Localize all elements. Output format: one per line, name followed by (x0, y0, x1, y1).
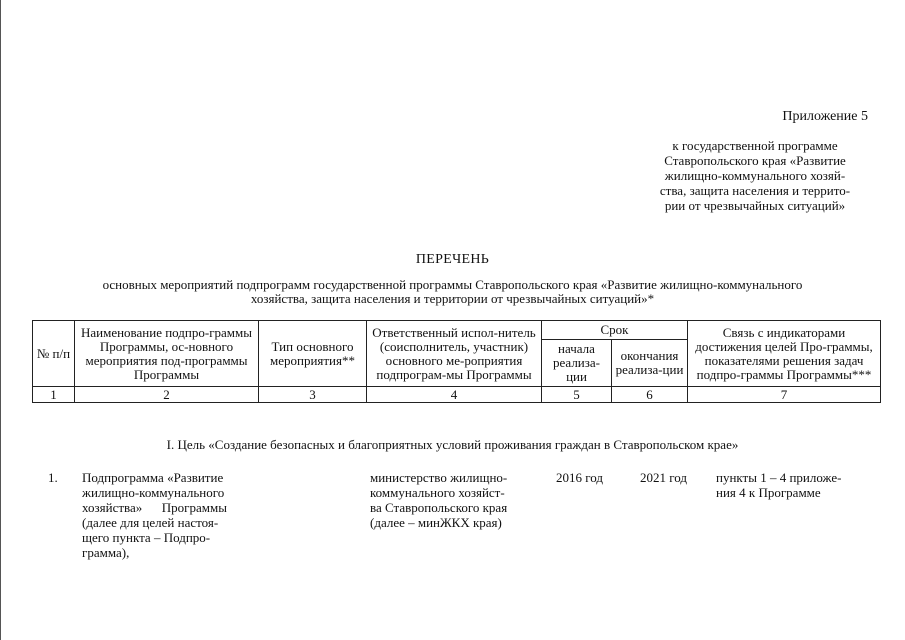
document-subtitle-line: хозяйства, защита населения и территории от чрезвычайных ситуаций»* (250, 291, 655, 306)
row-end-year: 2021 год (640, 470, 687, 485)
row-responsible (370, 470, 540, 530)
header-period: Срок (542, 321, 688, 340)
annex-subtitle-line: рии от чрезвычайных ситуаций» (664, 198, 846, 213)
annex-subtitle-line: ства, защита населения и террито- (659, 183, 851, 198)
annex-subtitle-line: Ставропольского края «Развитие (664, 153, 846, 168)
column-number: 7 (688, 387, 881, 403)
document-subtitle-line: основных мероприятий подпрограмм государственной программы Ставропольского края «Развитие жилищно-коммунального (102, 277, 803, 292)
goal-heading: I. Цель «Создание безопасных и благоприятных условий проживания граждан в Ставропольском крае» (166, 437, 739, 452)
row-indicator-link-line: пункты 1 – 4 приложе- (716, 470, 842, 485)
column-number: 5 (542, 387, 612, 403)
header-start: начала реализа-ции (542, 340, 612, 387)
header-type: Тип основного мероприятия** (259, 321, 367, 387)
column-number: 6 (612, 387, 688, 403)
column-number: 3 (259, 387, 367, 403)
column-number: 1 (33, 387, 75, 403)
page-edge-line (0, 0, 1, 640)
row-name-line: грамма), (82, 545, 130, 560)
measures-table (32, 320, 881, 403)
row-name-line: жилищно-коммунального (82, 485, 225, 500)
annex-title: Приложение 5 (782, 109, 868, 124)
column-number: 4 (367, 387, 542, 403)
row-name-line: Подпрограмма «Развитие (82, 470, 224, 485)
row-indicator-link (716, 470, 882, 500)
row-responsible-line: министерство жилищно- (370, 470, 508, 485)
row-name-line: хозяйства» Программы (82, 500, 227, 515)
column-number: 2 (75, 387, 259, 403)
row-name-line: щего пункта – Подпро- (82, 530, 211, 545)
header-responsible: Ответственный испол-нитель (соисполнитель, участник) основного ме-роприятия подпрограм-мы Программы (367, 321, 542, 387)
header-name: Наименование подпро-граммы Программы, ос-новного мероприятия под-программы Программы (75, 321, 259, 387)
row-responsible-line: (далее – минЖКХ края) (370, 515, 502, 530)
header-end: окончания реализа-ции (612, 340, 688, 387)
row-indicator-link-line: ния 4 к Программе (716, 485, 821, 500)
annex-subtitle-line: жилищно-коммунального хозяй- (664, 168, 846, 183)
annex-subtitle (640, 138, 870, 213)
header-number: № п/п (33, 321, 75, 387)
row-responsible-line: ва Ставропольского края (370, 500, 508, 515)
annex-subtitle-line: к государственной программе (672, 138, 838, 153)
header-link: Связь с индикаторами достижения целей Про-граммы, показателями решения задач подпро-граммы Программы*** (688, 321, 881, 387)
row-responsible-line: коммунального хозяйст- (370, 485, 505, 500)
document-subtitle (30, 278, 875, 306)
row-name (82, 470, 252, 560)
document-title: ПЕРЕЧЕНЬ (415, 252, 490, 267)
row-name-line: (далее для целей настоя- (82, 515, 219, 530)
row-start-year: 2016 год (556, 470, 603, 485)
row-number: 1. (48, 470, 58, 485)
